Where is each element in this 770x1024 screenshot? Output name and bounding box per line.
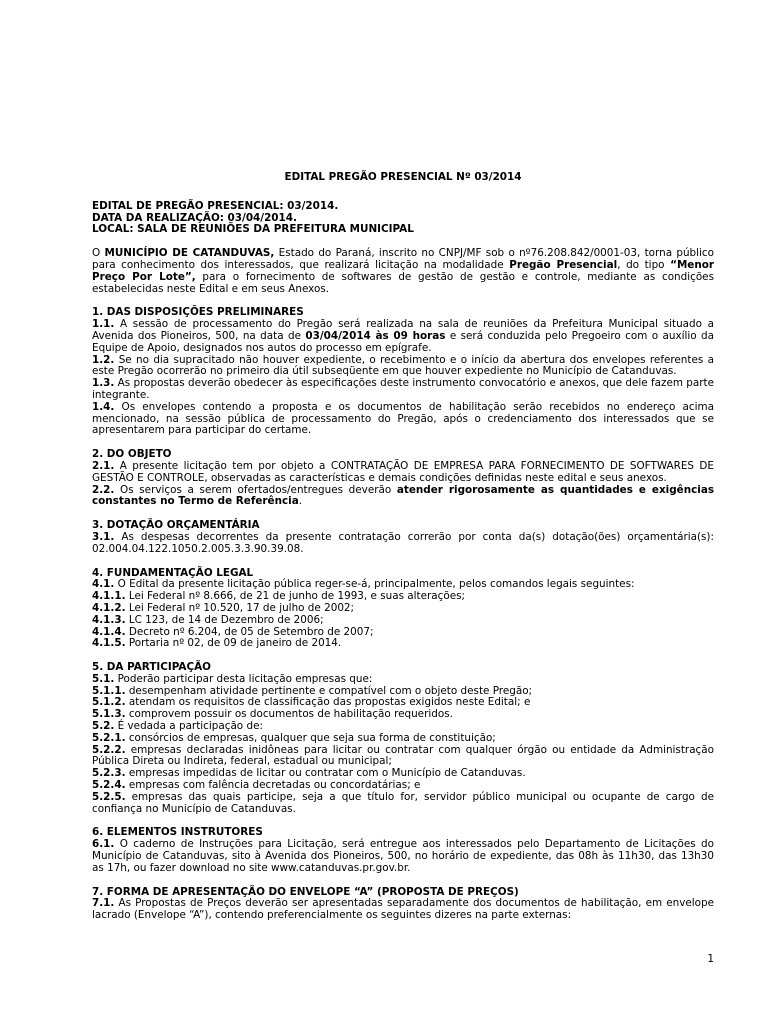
clause-2-2: 2.2. Os serviços a serem ofertados/entregues deverão atender rigorosamente as quantidades e exigências constantes no Termo de Referência. xyxy=(92,483,715,508)
section-2-heading: 2. DO OBJETO xyxy=(92,448,172,461)
clause-5-1: 5.1. Poderão participar desta licitação empresas que: xyxy=(92,672,373,685)
header-edital-line: EDITAL DE PREGÃO PRESENCIAL: 03/2014. xyxy=(92,199,339,212)
clause-3-1: 3.1. As despesas decorrentes da presente contratação correrão por conta da(s) dotação(ões) orçamentária(s): 02.004.04.122.1050.2.005.3.3.90.39.08. xyxy=(92,530,714,555)
clause-1-2: 1.2. Se no dia supracitado não houver expediente, o recebimento e o início da abertura dos envelopes referentes a este Pregão ocorrerão no primeiro dia útil subseqüente em que houver expediente no Município de Catanduvas. xyxy=(92,353,714,378)
clause-4-1: 4.1. O Edital da presente licitação pública reger-se-á, principalmente, pelos comandos legais seguintes: xyxy=(92,578,635,591)
section-4-heading: 4. FUNDAMENTAÇÃO LEGAL xyxy=(92,566,254,579)
section-6-heading: 6. ELEMENTOS INSTRUTORES xyxy=(92,826,263,839)
clause-5-2-5: 5.2.5. empresas das quais participe, seja a que título for, servidor público municipal ou ocupante de cargo de confiança no Município de Catanduvas. xyxy=(92,790,714,815)
clause-5-1-3: 5.1.3. comprovem possuir os documentos de habilitação requeridos. xyxy=(92,708,453,721)
clause-7-1: 7.1. As Propostas de Preços deverão ser apresentadas separadamente dos documentos de habilitação, em envelope lacrado (Envelope “A”), contendo preferencialmente os seguintes dizeres na parte externas: xyxy=(92,897,714,922)
section-1-heading: 1. DAS DISPOSIÇÕES PRELIMINARES xyxy=(92,306,304,319)
clause-5-2-2: 5.2.2. empresas declaradas inidôneas para licitar ou contratar com qualquer órgão ou entidade da Administração Pública Direta ou Indireta, federal, estadual ou municipal; xyxy=(92,743,714,768)
header-date-line: DATA DA REALIZAÇÃO: 03/04/2014. xyxy=(92,211,297,224)
header-location-line: LOCAL: SALA DE REUNIÕES DA PREFEITURA MUNICIPAL xyxy=(92,223,414,236)
clause-5-2-4: 5.2.4. empresas com falência decretadas ou concordatárias; e xyxy=(92,779,421,792)
intro-paragraph: O MUNICÍPIO DE CATANDUVAS, Estado do Paraná, inscrito no CNPJ/MF sob o nº76.208.842/0001-03, torna público para conhecimento dos interessados, que realizará licitação na modalidade Pregão Presencial, do tipo “Menor Preço Por Lote”, para o fornecimento de softwares de gestão de gestão e controle, mediante as condições estabelecidas neste Edital e em seus Anexos. xyxy=(92,247,714,295)
clause-1-4: 1.4. Os envelopes contendo a proposta e os documentos de habilitação serão recebidos no endereço acima mencionado, na sessão pública de processamento do Pregão, após o credenciamento dos interessados que se apresentarem para participar do certame. xyxy=(92,400,714,437)
section-3-heading: 3. DOTAÇÃO ORÇAMENTÁRIA xyxy=(92,519,260,532)
clause-5-2-3: 5.2.3. empresas impedidas de licitar ou contratar com o Município de Catanduvas. xyxy=(92,767,526,780)
clause-1-1: 1.1. A sessão de processamento do Pregão será realizada na sala de reuniões da Prefeitura Municipal situado a Avenida dos Pioneiros, 500, na data de 03/04/2014 às 09 horas e será conduzida pelo Pregoeiro com o auxílio da Equipe de Apoio, designados nos autos do processo em epígrafe. xyxy=(92,318,714,354)
clause-2-1: 2.1. A presente licitação tem por objeto a CONTRATAÇÃO DE EMPRESA PARA FORNECIMENTO DE SOFTWARES DE GESTÃO E CONTROLE, observadas as características e demais condições definidas neste edital e seus anexos. xyxy=(92,459,714,484)
section-7-heading: 7. FORMA DE APRESENTAÇÃO DO ENVELOPE “A” (PROPOSTA DE PREÇOS) xyxy=(92,885,519,898)
clause-5-1-1: 5.1.1. desempenham atividade pertinente e compatível com o objeto deste Pregão; xyxy=(92,684,533,697)
clause-4-1-1: 4.1.1. Lei Federal nº 8.666, de 21 de junho de 1993, e suas alterações; xyxy=(92,590,466,603)
clause-6-1: 6.1. O caderno de Instruções para Licitação, será entregue aos interessados pelo Departamento de Licitações do Município de Catanduvas, sito à Avenida dos Pioneiros, 500, no horário de expediente, das 08h às 11h30, das 13h30 as 17h, ou fazer download no site www.catanduvas.pr.gov.br. xyxy=(92,838,714,874)
document-title: EDITAL PREGÃO PRESENCIAL Nº 03/2014 xyxy=(284,171,522,183)
document-content xyxy=(92,172,714,922)
clause-4-1-5: 4.1.5. Portaria nº 02, de 09 de janeiro de 2014. xyxy=(92,637,342,650)
section-5-heading: 5. DA PARTICIPAÇÃO xyxy=(92,661,211,674)
clause-5-2-1: 5.2.1. consórcios de empresas, qualquer que seja sua forma de constituição; xyxy=(92,731,496,744)
clause-5-1-2: 5.1.2. atendam os requisitos de classificação das propostas exigidos neste Edital; e xyxy=(92,696,531,709)
clause-4-1-2: 4.1.2. Lei Federal nº 10.520, 17 de julho de 2002; xyxy=(92,601,355,614)
clause-4-1-3: 4.1.3. LC 123, de 14 de Dezembro de 2006; xyxy=(92,613,324,626)
page-number: 1 xyxy=(707,953,714,965)
clause-1-3: 1.3. As propostas deverão obedecer às especificações deste instrumento convocatório e anexos, que dele fazem parte integrante. xyxy=(92,377,714,401)
clause-5-2: 5.2. É vedada a participação de: xyxy=(92,720,263,733)
clause-4-1-4: 4.1.4. Decreto nº 6.204, de 05 de Setembro de 2007; xyxy=(92,625,374,638)
